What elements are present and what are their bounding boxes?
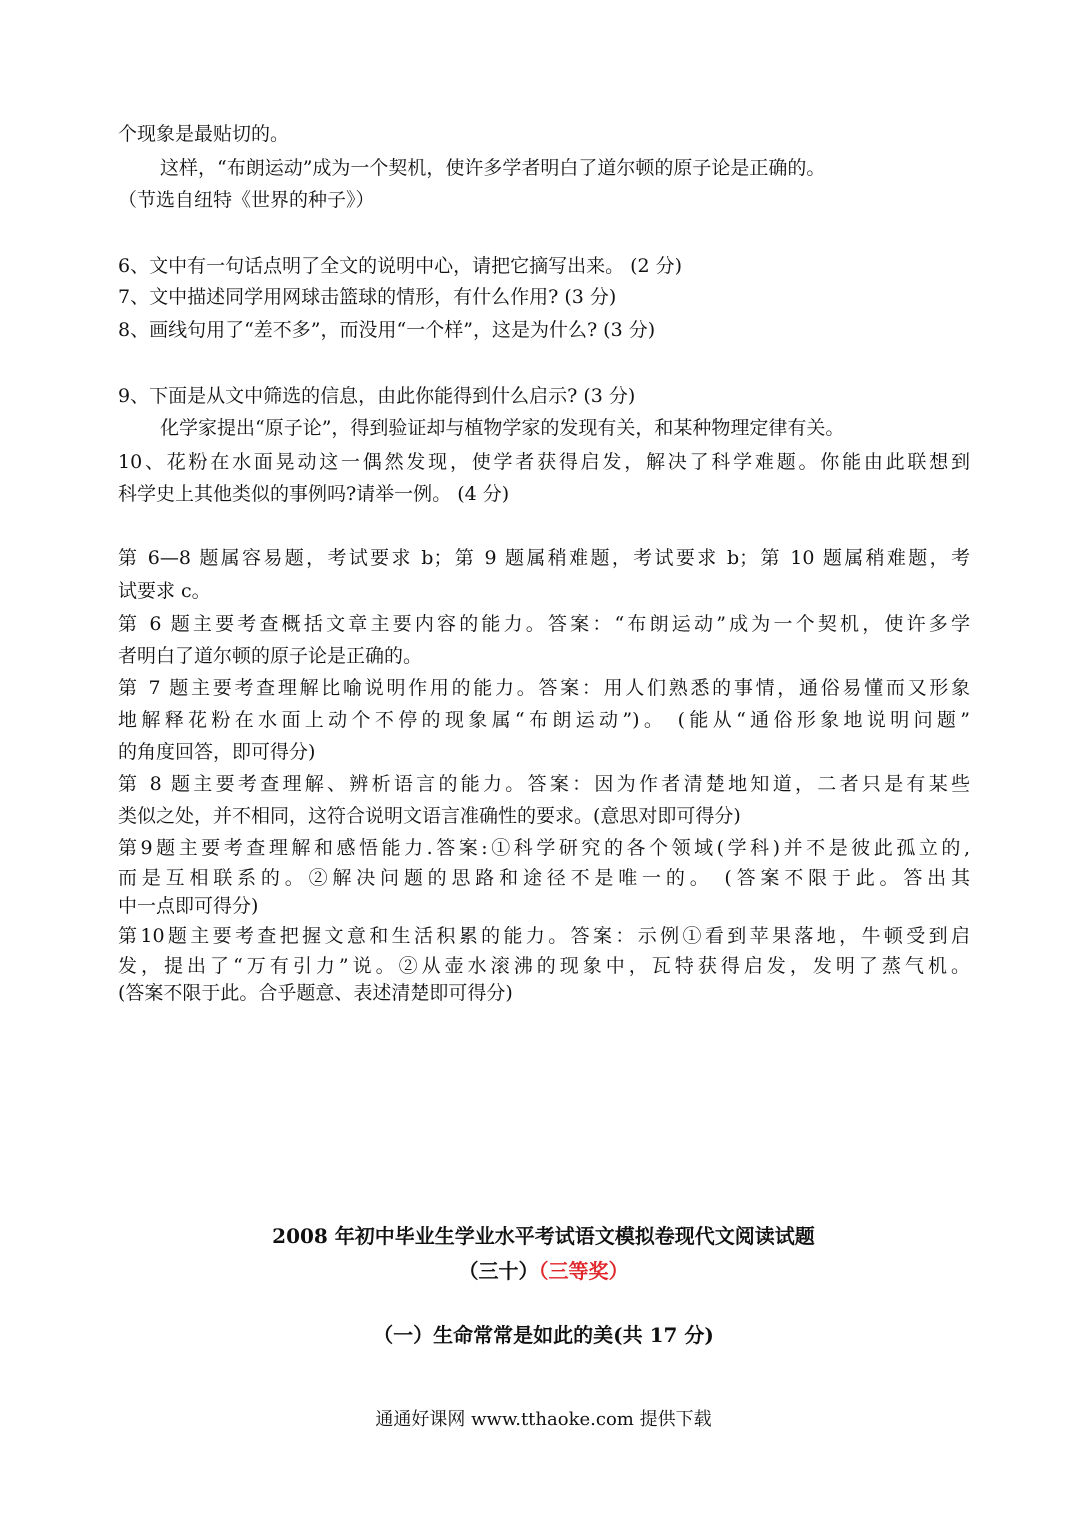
answer-8-line-1: 第 8 题主要考查理解、辨析语言的能力。答案：因为作者清楚地知道，二者只是有某些 bbox=[118, 773, 970, 795]
question-6: 6、文中有一句话点明了全文的说明中心，请把它摘写出来。 (2 分) bbox=[118, 255, 683, 277]
answer-10-line-2: 发，提出了“万有引力”说。②从壶水滚沸的现象中，瓦特获得启发，发明了蒸气机。 bbox=[118, 955, 970, 977]
answer-10-line-3: (答案不限于此。合乎题意、表述清楚即可得分) bbox=[118, 982, 513, 1004]
passage-line-1: 个现象是最贴切的。 bbox=[118, 123, 290, 145]
award-label: （三等奖） bbox=[538, 1259, 629, 1283]
answer-overview-line-2: 试要求 c。 bbox=[118, 580, 211, 602]
answer-9-line-3: 中一点即可得分) bbox=[118, 895, 259, 917]
question-7: 7、文中描述同学用网球击篮球的情形，有什么作用? (3 分) bbox=[118, 286, 617, 308]
question-9: 9、下面是从文中筛选的信息，由此你能得到什么启示? (3 分) bbox=[118, 385, 636, 407]
answer-9-line-2: 而是互相联系的。②解决问题的思路和途径不是唯一的。 (答案不限于此。答出其 bbox=[118, 867, 970, 889]
question-10-line-1: 10、花粉在水面晃动这一偶然发现，使学者获得启发，解决了科学难题。你能由此联想到 bbox=[118, 451, 970, 473]
answer-9-line-1: 第9题主要考查理解和感悟能力.答案:①科学研究的各个领域(学科)并不是彼此孤立的, bbox=[118, 837, 970, 859]
question-8: 8、画线句用了“差不多”，而没用“一个样”，这是为什么? (3 分) bbox=[118, 319, 656, 341]
answer-10-line-1: 第10题主要考查把握文意和生活积累的能力。答案：示例①看到苹果落地，牛顿受到启 bbox=[118, 925, 970, 947]
section-heading: （一）生命常常是如此的美(共 17 分) bbox=[373, 1323, 714, 1347]
answer-8-line-2: 类似之处，并不相同，这符合说明文语言准确性的要求。(意思对即可得分) bbox=[118, 805, 741, 827]
page-footer: 通通好课网 www.tthaoke.com 提供下载 bbox=[375, 1409, 712, 1430]
passage-line-2: 这样，“布朗运动”成为一个契机，使许多学者明白了道尔顿的原子论是正确的。 bbox=[160, 157, 826, 179]
answer-6-line-1: 第 6 题主要考查概括文章主要内容的能力。答案：“布朗运动”成为一个契机，使许多学 bbox=[118, 613, 970, 635]
answer-7-line-3: 的角度回答，即可得分) bbox=[118, 741, 316, 763]
answer-7-line-2: 地解释花粉在水面上动个不停的现象属“布朗运动”)。 (能从“通俗形象地说明问题” bbox=[118, 709, 970, 731]
answer-6-line-2: 者明白了道尔顿的原子论是正确的。 bbox=[118, 645, 423, 667]
answer-7-line-1: 第 7 题主要考查理解比喻说明作用的能力。答案：用人们熟悉的事情，通俗易懂而又形象 bbox=[118, 677, 970, 699]
exam-subtitle bbox=[0, 1258, 1087, 1284]
exam-number: （三十） bbox=[458, 1259, 539, 1283]
exam-title: 2008 年初中毕业生学业水平考试语文模拟卷现代文阅读试题 bbox=[272, 1224, 815, 1248]
passage-source: （节选自纽特《世界的种子》） bbox=[118, 189, 375, 211]
question-10-line-2: 科学史上其他类似的事例吗?请举一例。 (4 分) bbox=[118, 483, 510, 505]
question-9-info: 化学家提出“原子论”，得到验证却与植物学家的发现有关，和某种物理定律有关。 bbox=[160, 417, 845, 439]
answer-overview-line-1: 第 6—8 题属容易题，考试要求 b；第 9 题属稍难题，考试要求 b；第 10 题属稍难题，考 bbox=[118, 547, 970, 569]
